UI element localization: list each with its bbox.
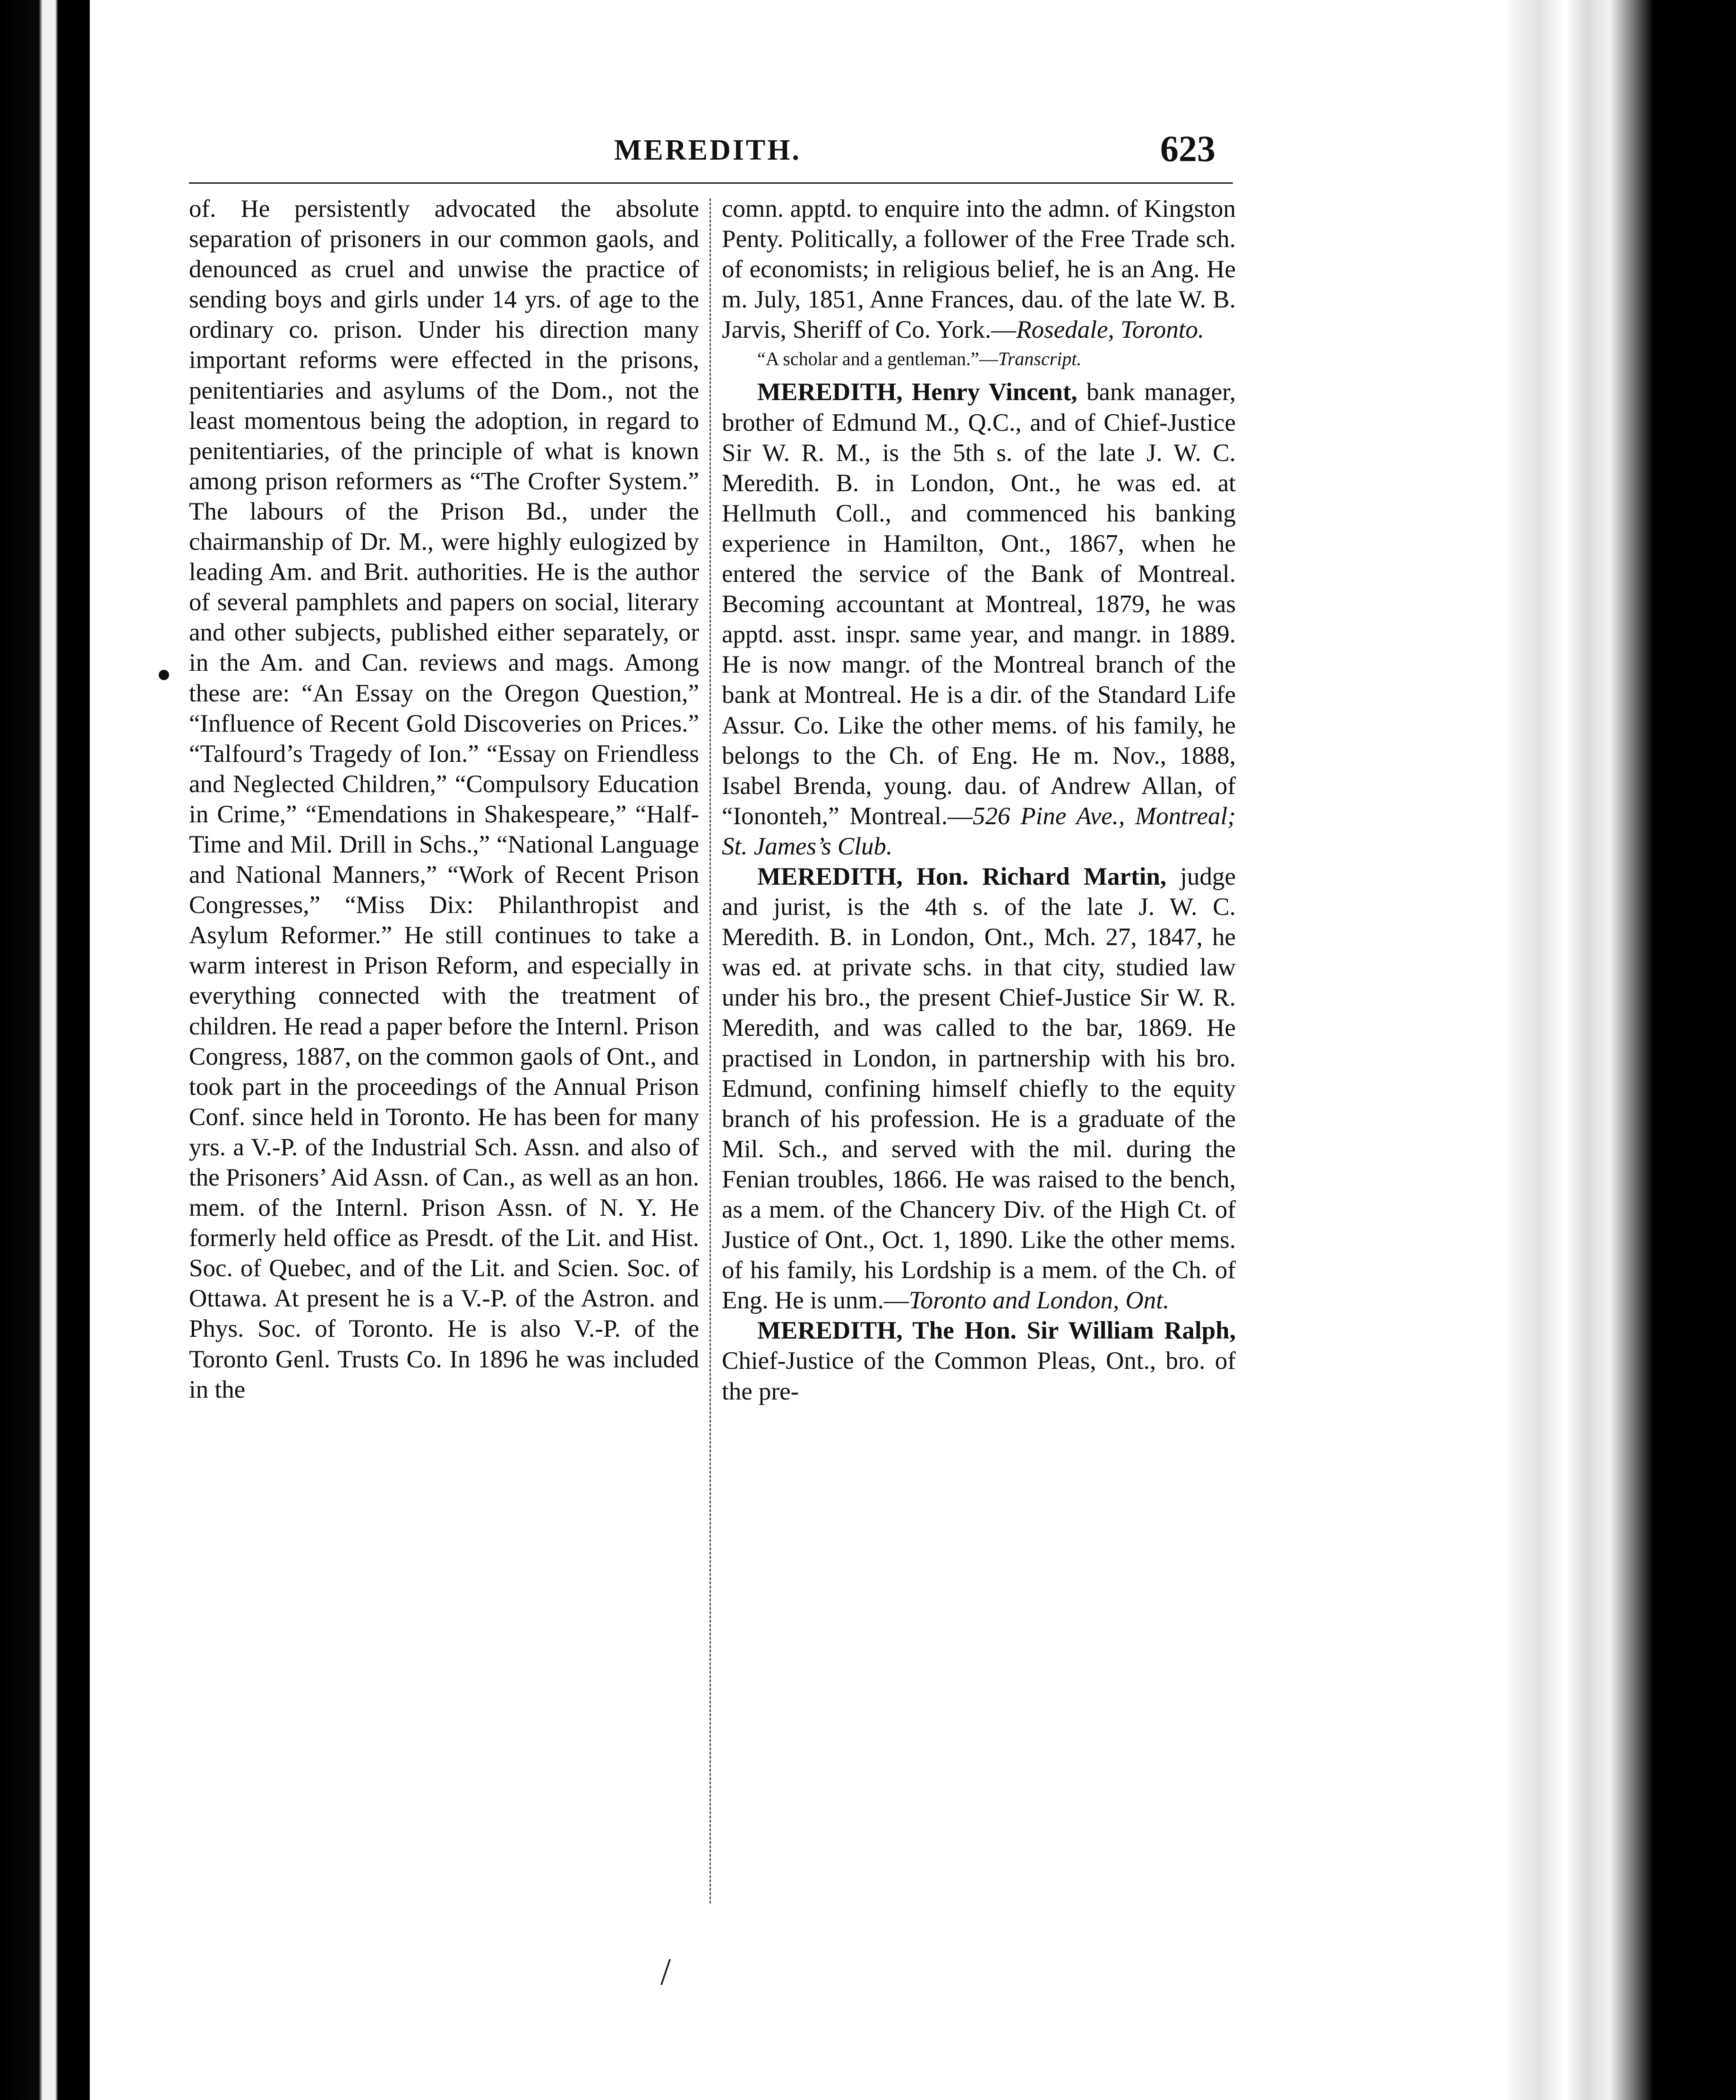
entry-text: Chief-Justice of the Common Pleas, Ont., bro. of the pre- — [722, 1347, 1236, 1405]
column-divider — [710, 198, 711, 1904]
continuation-paragraph — [722, 194, 1236, 345]
entry-name: MEREDITH, Hon. Richard Martin, — [757, 862, 1167, 890]
quote-text: “A scholar and a gentleman.”— — [757, 348, 998, 370]
entry-name: MEREDITH, Henry Vincent, — [757, 378, 1078, 406]
entry-address: Toronto and London, Ont. — [909, 1287, 1170, 1315]
entry-address: 526 Pine Ave., Montreal; St. James’s Club. — [722, 802, 1236, 860]
margin-mark — [159, 670, 169, 680]
pencil-mark-icon: / — [660, 1951, 671, 1993]
scan-left-border — [0, 0, 71, 2100]
press-quote — [722, 347, 1236, 371]
header-rule — [189, 182, 1233, 184]
entry-name: MEREDITH, The Hon. Sir William Ralph, — [757, 1317, 1236, 1345]
biography-entry — [722, 377, 1236, 862]
right-column — [722, 194, 1236, 1407]
biography-entry — [722, 862, 1236, 1315]
running-head: MEREDITH. — [614, 134, 801, 166]
page-edge-shadow — [1507, 0, 1653, 2100]
left-column — [189, 194, 699, 1405]
continuation-text: comn. apptd. to enquire into the admn. of Kingston Penty. Politically, a follower of the Free Trade sch. of economists; in religious belief, he is an Ang. He m. July, 1851, Anne Frances, dau. of the late W. B. Jarvis, Sheriff of Co. York.— — [722, 195, 1236, 344]
left-column-text: of. He persistently advocated the absolute separation of prisoners in our common gaols, and denounced as cruel and unwise the practice of sending boys and girls under 14 yrs. of age to the ordinary co. prison. Under his direction many important reforms were effected in the prisons, penitentiaries and asylums of the Dom., not the least momentous being the adoption, in regard to penitentiaries, of the principle of what is known among prison reformers as “The Crofter System.” The labours of the Prison Bd., under the chairmanship of Dr. M., were highly eulogized by leading Am. and Brit. authorities. He is the author of several pamphlets and papers on social, literary and other subjects, published either separately, or in the Am. and Can. reviews and mags. Among these are: “An Essay on the Oregon Question,” “Influence of Recent Gold Discoveries on Prices.” “Talfourd’s Tragedy of Ion.” “Essay on Friendless and Neglected Children,” “Compulsory Education in Crime,” “Emendations in Shakespeare,” “Half-Time and Mil. Drill in Schs.,” “National Language and National Manners,” “Work of Recent Prison Congresses,” “Miss Dix: Philanthropist and Asylum Reformer.” He still continues to take a warm interest in Prison Reform, and especially in everything connected with the treatment of children. He read a paper before the Internl. Prison Congress, 1887, on the common gaols of Ont., and took part in the proceedings of the Annual Prison Conf. since held in Toronto. He has been for many yrs. a V.-P. of the Industrial Sch. Assn. and also of the Prisoners’ Aid Assn. of Can., as well as an hon. mem. of the Internl. Prison Assn. of N. Y. He formerly held office as Presdt. of the Lit. and Hist. Soc. of Quebec, and of the Lit. and Scien. Soc. of Ottawa. At present he is a V.-P. of the Astron. and Phys. Soc. of Toronto. He is also V.-P. of the Toronto Genl. Trusts Co. In 1896 he was included in the — [189, 195, 699, 1403]
page-number: 623 — [1160, 128, 1215, 169]
entry-text: judge and jurist, is the 4th s. of the late J. W. C. Meredith. B. in London, Ont., Mch. 27, 1847, he was ed. at private schs. in that city, studied law under his bro., the present Chief-Justice Sir W. R. Meredith, and was called to the bar, 1869. He practised in London, in partnership with his bro. Edmund, confining himself chiefly to the equity branch of his profession. He is a graduate of the Mil. Sch., and served with the mil. during the Fenian troubles, 1866. He was raised to the bench, as a mem. of the Chancery Div. of the High Ct. of Justice of Ont., Oct. 1, 1890. Like the other mems. of his family, his Lordship is a mem. of the Ch. of Eng. He is unm.— — [722, 862, 1236, 1315]
quote-source: Transcript. — [998, 348, 1082, 370]
biography-entry — [722, 1315, 1236, 1406]
continuation-address: Rosedale, Toronto. — [1016, 316, 1205, 344]
entry-text: bank manager, brother of Edmund M., Q.C., and of Chief-Justice Sir W. R. M., is the 5th s. of the late J. W. C. Meredith. B. in London, Ont., he was ed. at Hellmuth Coll., and commenced his banking experience in Hamilton, Ont., 1867, when he entered the service of the Bank of Montreal. Becoming accountant at Montreal, 1879, he was apptd. asst. inspr. same year, and mangr. in 1889. He is now mangr. of the Montreal branch of the bank at Montreal. He is a dir. of the Standard Life Assur. Co. Like the other mems. of his family, he belongs to the Ch. of Eng. He m. Nov., 1888, Isabel Brenda, young. dau. of Andrew Allan, of “Iononteh,” Montreal.— — [722, 378, 1236, 830]
